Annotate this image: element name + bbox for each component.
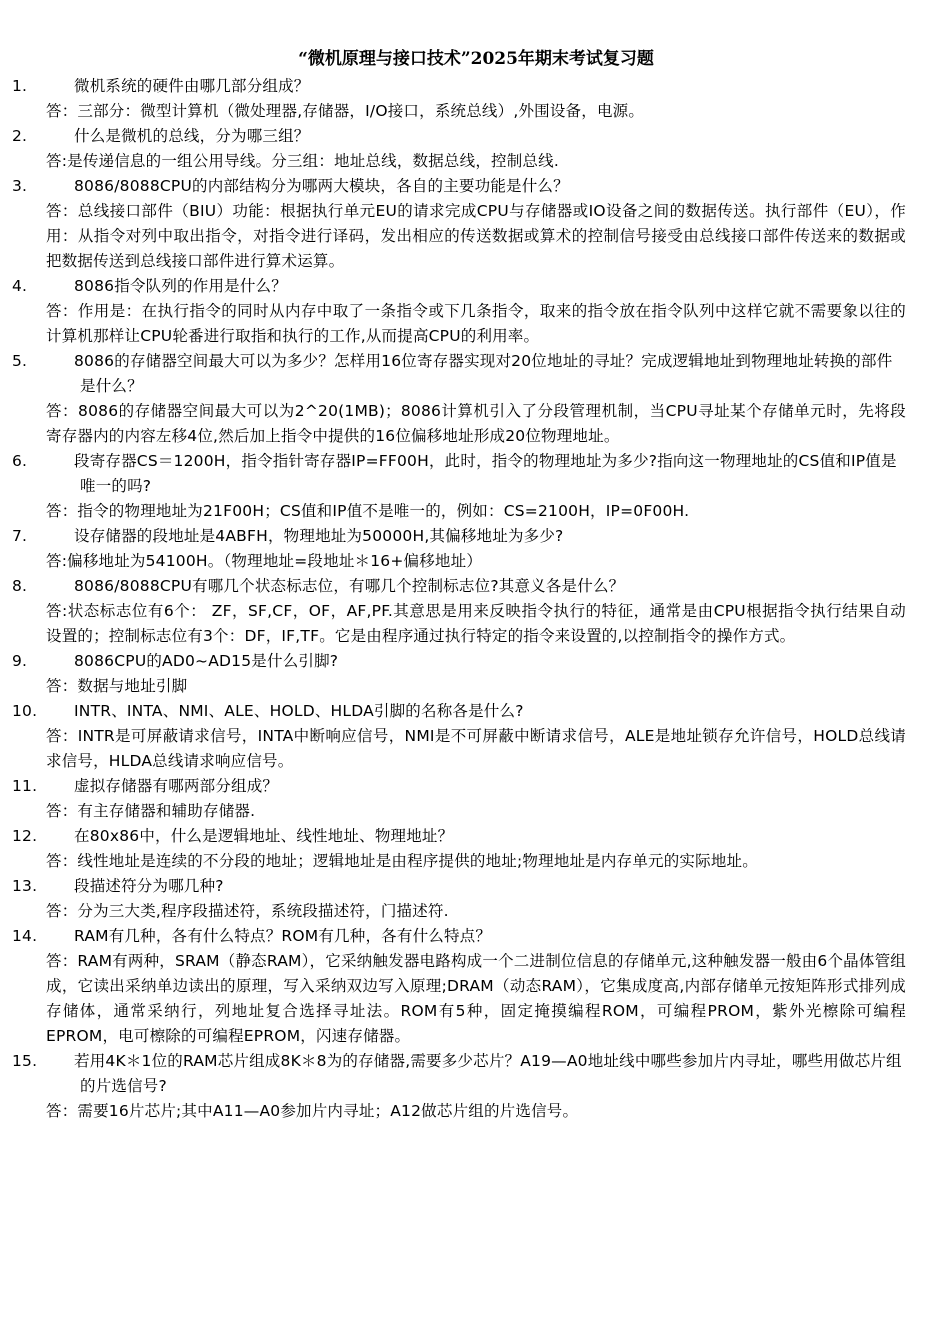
qa-item xyxy=(12,924,906,1049)
question xyxy=(12,874,906,899)
question-text: 在80x86中，什么是逻辑地址、线性地址、物理地址？ xyxy=(74,827,454,845)
question xyxy=(12,924,906,949)
answer-text: 答:状态标志位有6个： ZF，SF,CF，OF，AF,PF.其意思是用来反映指令执行的特征，通常是由CPU根据指令执行结果自动设置的；控制标志位有3个：DF，IF,TF。它是由程序通过执行特定的指令来设置的,以控制指令的操作方式。 xyxy=(46,602,906,645)
qa-item xyxy=(12,449,906,524)
qa-item xyxy=(12,774,906,824)
answer-text: 答：总线接口部件（BIU）功能：根据执行单元EU的请求完成CPU与存储器或IO设备之间的数据传送。执行部件（EU），作用：从指令对列中取出指令，对指令进行译码，发出相应的传送数据或算术的控制信号接受由总线接口部件传送来的数据或把数据传送到总线接口部件进行算术运算。 xyxy=(46,202,906,270)
question-text: 段寄存器CS＝1200H，指令指针寄存器IP=FF00H，此时，指令的物理地址为多少?指向这一物理地址的CS值和IP值是唯一的吗? xyxy=(74,452,897,495)
answer-text: 答：需要16片芯片;其中A11—A0参加片内寻址；A12做芯片组的片选信号。 xyxy=(46,1102,579,1120)
question xyxy=(12,449,906,499)
question-text: 8086的存储器空间最大可以为多少？怎样用16位寄存器实现对20位地址的寻址？完成逻辑地址到物理地址转换的部件是什么？ xyxy=(74,352,893,395)
question-number: 11. xyxy=(12,777,38,795)
qa-item xyxy=(12,274,906,349)
question-number: 1. xyxy=(12,77,28,95)
question-text: RAM有几种，各有什么特点？ROM有几种，各有什么特点？ xyxy=(74,927,492,945)
qa-item xyxy=(12,74,906,124)
question-text: 8086/8088CPU的内部结构分为哪两大模块，各自的主要功能是什么？ xyxy=(74,177,569,195)
answer-text: 答:偏移地址为54100H。（物理地址=段地址＊16+偏移地址） xyxy=(46,552,483,570)
answer-text: 答：数据与地址引脚 xyxy=(46,677,188,695)
question-number: 15. xyxy=(12,1052,38,1070)
answer-text: 答：作用是：在执行指令的同时从内存中取了一条指令或下几条指令，取来的指令放在指令队列中这样它就不需要象以往的计算机那样让CPU轮番进行取指和执行的工作,从而提高CPU的利用率。 xyxy=(46,302,906,345)
question-text: 8086/8088CPU有哪几个状态标志位，有哪几个控制标志位?其意义各是什么？ xyxy=(74,577,625,595)
question xyxy=(12,74,906,99)
qa-item xyxy=(12,349,906,449)
qa-item xyxy=(12,174,906,274)
qa-item xyxy=(12,699,906,774)
qa-item xyxy=(12,574,906,649)
question-text: 虚拟存储器有哪两部分组成？ xyxy=(74,777,279,795)
question-text: 段描述符分为哪几种? xyxy=(74,877,224,895)
answer-text: 答：三部分：微型计算机（微处理器,存储器，I/O接口，系统总线）,外围设备，电源。 xyxy=(46,102,645,120)
question-number: 7. xyxy=(12,527,28,545)
qa-item xyxy=(12,1049,906,1124)
question-text: 8086CPU的AD0~AD15是什么引脚? xyxy=(74,652,339,670)
qa-list xyxy=(12,74,906,1124)
question-number: 5. xyxy=(12,352,28,370)
question-number: 8. xyxy=(12,577,28,595)
answer-text: 答：线性地址是连续的不分段的地址；逻辑地址是由程序提供的地址;物理地址是内存单元的实际地址。 xyxy=(46,852,758,870)
page-title: “微机原理与接口技术”2025年期末考试复习题 xyxy=(298,49,654,69)
answer-text: 答:是传递信息的一组公用导线。分三组：地址总线，数据总线，控制总线. xyxy=(46,152,559,170)
answer-text: 答：8086的存储器空间最大可以为2^20(1MB)；8086计算机引入了分段管理机制，当CPU寻址某个存储单元时，先将段寄存器内的内容左移4位,然后加上指令中提供的16位偏移地址形成20位物理地址。 xyxy=(46,402,906,445)
question xyxy=(12,574,906,599)
question xyxy=(12,699,906,724)
question-number: 13. xyxy=(12,877,38,895)
qa-item xyxy=(12,874,906,924)
question-number: 4. xyxy=(12,277,28,295)
question-text: INTR、INTA、NMI、ALE、HOLD、HLDA引脚的名称各是什么? xyxy=(74,702,524,720)
question-number: 12. xyxy=(12,827,38,845)
question xyxy=(12,349,906,399)
question xyxy=(12,124,906,149)
question xyxy=(12,649,906,674)
question-number: 9. xyxy=(12,652,28,670)
question-number: 2. xyxy=(12,127,28,145)
question-text: 设存储器的段地址是4ABFH，物理地址为50000H,其偏移地址为多少? xyxy=(74,527,564,545)
question-text: 微机系统的硬件由哪几部分组成？ xyxy=(74,77,310,95)
qa-item xyxy=(12,524,906,574)
question-number: 14. xyxy=(12,927,38,945)
answer-text: 答：分为三大类,程序段描述符，系统段描述符，门描述符. xyxy=(46,902,449,920)
answer-text: 答：有主存储器和辅助存储器. xyxy=(46,802,256,820)
qa-item xyxy=(12,124,906,174)
question-number: 10. xyxy=(12,702,38,720)
question-number: 3. xyxy=(12,177,28,195)
question xyxy=(12,774,906,799)
question xyxy=(12,824,906,849)
qa-item xyxy=(12,649,906,699)
answer-text: 答：INTR是可屏蔽请求信号，INTA中断响应信号，NMI是不可屏蔽中断请求信号，ALE是地址锁存允许信号，HOLD总线请求信号，HLDA总线请求响应信号。 xyxy=(46,727,906,770)
document-page xyxy=(12,46,906,1124)
question xyxy=(12,1049,906,1099)
question-text: 若用4K＊1位的RAM芯片组成8K＊8为的存储器,需要多少芯片？A19—A0地址线中哪些参加片内寻址，哪些用做芯片组的片选信号? xyxy=(74,1052,902,1095)
answer-text: 答：指令的物理地址为21F00H；CS值和IP值不是唯一的，例如：CS=2100H，IP=0F00H. xyxy=(46,502,690,520)
question-text: 什么是微机的总线，分为哪三组？ xyxy=(74,127,310,145)
question xyxy=(12,174,906,199)
question-text: 8086指令队列的作用是什么？ xyxy=(74,277,287,295)
question xyxy=(12,524,906,549)
question-number: 6. xyxy=(12,452,28,470)
qa-item xyxy=(12,824,906,874)
question xyxy=(12,274,906,299)
answer-text: 答：RAM有两种，SRAM（静态RAM），它采纳触发器电路构成一个二进制位信息的存储单元,这种触发器一般由6个晶体管组成，它读出采纳单边读出的原理，写入采纳双边写入原理;DRAM（动态RAM），它集成度高,内部存储单元按矩阵形式排列成存储体，通常采纳行，列地址复合选择寻址法。ROM有5种，固定掩摸编程ROM，可编程PROM，紫外光檫除可编程EPROM，电可檫除的可编程EPROM，闪速存储器。 xyxy=(46,952,906,1045)
